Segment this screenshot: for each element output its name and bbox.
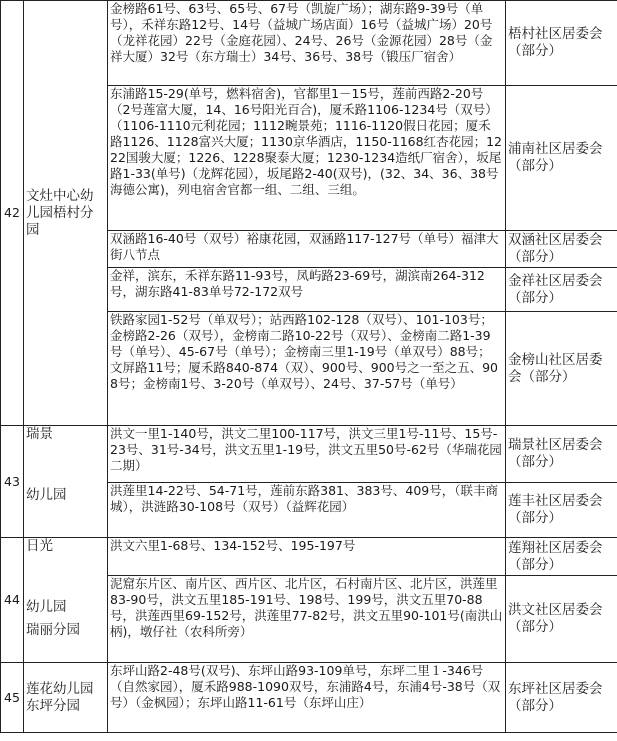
community-cell: 金榜山社区居委会（部分） (506, 312, 617, 426)
address-cell: 金榜路61号、63号、65号、67号（凯旋广场）；湖东路9-39号（单号），禾祥东路12号、14号（益城广场店面）16号（益城广场）20号（龙祥花园）22号（金庭花园）、24号、26号（金源花园）28号（金祥大厦）32号（东方瑞士）34号、36号、38号（锻压厂宿舍） (108, 1, 506, 86)
row-number: 43 (1, 426, 24, 538)
community-cell: 洪文社区居委会（部分） (506, 576, 617, 663)
kindergarten-name (24, 426, 108, 538)
kindergarten-name: 莲花幼儿园东坪分园 (24, 663, 108, 733)
address-cell: 洪文六里1-68号、134-152号、195-197号 (108, 538, 506, 576)
table-row (1, 426, 617, 483)
kindergarten-name-line: 幼儿园 (26, 599, 67, 615)
address-cell: 双涵路16-40号（双号）裕康花园，双涵路117-127号（单号）福津大街八节点 (108, 231, 506, 268)
address-cell: 洪莲里14-22号、54-71号，莲前东路381、383号、409号，（联丰商城），洪涟路30-108号（双号）（益辉花园） (108, 483, 506, 538)
kindergarten-name-line: 瑞丽分园 (26, 622, 80, 638)
table-row (1, 1, 617, 86)
address-cell: 金祥，滨东，禾祥东路11-93号，凤屿路23-69号，湖滨南264-312号，湖东路41-83单号72-172双号 (108, 268, 506, 312)
kindergarten-name (24, 538, 108, 663)
kindergarten-name-line: 幼儿园 (26, 487, 67, 503)
community-cell: 莲翔社区居委会（部分） (506, 538, 617, 576)
row-number: 45 (1, 663, 24, 733)
address-cell: 泥窟东片区、南片区、西片区、北片区，石村南片区、北片区，洪莲里83-90号，洪文五里185-191号、198号、199号，洪文五里70-88号，洪莲西里69-152号，洪莲里77-82号，洪文五里90-101号(南洪山柄)，墩仔社（农科所旁） (108, 576, 506, 663)
kindergarten-name-line: 日光 (26, 538, 53, 554)
table-row (1, 663, 617, 733)
community-cell: 双涵社区居委会（部分） (506, 231, 617, 268)
kindergarten-name: 文灶中心幼儿园梧村分园 (24, 1, 108, 426)
address-cell: 铁路家园1-52号（单双号）；站西路102-128（双号）、101-103号；金榜路2-26（双号），金榜南二路10-22号（双号）、金榜南二路1-39号（单号）、45-67号（单号）；金榜南三里1-19号（单双号）88号；文屏路11号；厦禾路840-874（双）、900号、900号之一至之五、908号；金榜南1号、3-20号（单双号）、24号、37-57号（单号） (108, 312, 506, 426)
community-cell: 莲丰社区居委会（部分） (506, 483, 617, 538)
community-cell: 金祥社区居委会（部分） (506, 268, 617, 312)
address-cell: 洪文一里1-140号，洪文二里100-117号，洪文三里1号-11号、15号-23号、31号-34号，洪文五里1-19号，洪文五里50号-62号（华瑞花园二期） (108, 426, 506, 483)
address-cell: 东坪山路2-48号(双号)、东坪山路93-109单号，东坪二里１-346号（自然家园），厦禾路988-1090双号，东浦路4号，东浦4号-38号（双号）（金枫园）；东坪山路11-61号（东坪山庄） (108, 663, 506, 733)
community-cell: 梧村社区居委会（部分） (506, 1, 617, 86)
community-cell: 瑞景社区居委会（部分） (506, 426, 617, 483)
row-number: 44 (1, 538, 24, 663)
table-row (1, 538, 617, 576)
row-number: 42 (1, 1, 24, 426)
community-cell: 东坪社区居委会（部分） (506, 663, 617, 733)
address-cell: 东浦路15-29(单号，燃料宿舍)，官都里1－15号，莲前西路2-20号（2号莲富大厦，14、16号阳光百合)，厦禾路1106-1234号（双号）（1106-1110元利花园；1112畹景苑；1116-1120假日花园；厦禾路1126、1128富兴大厦；1130京华酒店，1150-1168红杏花园；1222国骏大厦；1226、1228聚泰大厦；1230-1234造纸厂宿舍），坂尾路1-33(单号)（龙辉花园），坂尾路2-40(双号)，(32、34、36、38号海德公寓)，列电宿舍官都一组、二组、三组。 (108, 86, 506, 231)
community-cell: 浦南社区居委会（部分） (506, 86, 617, 231)
kindergarten-name-line: 瑞景 (26, 426, 53, 442)
